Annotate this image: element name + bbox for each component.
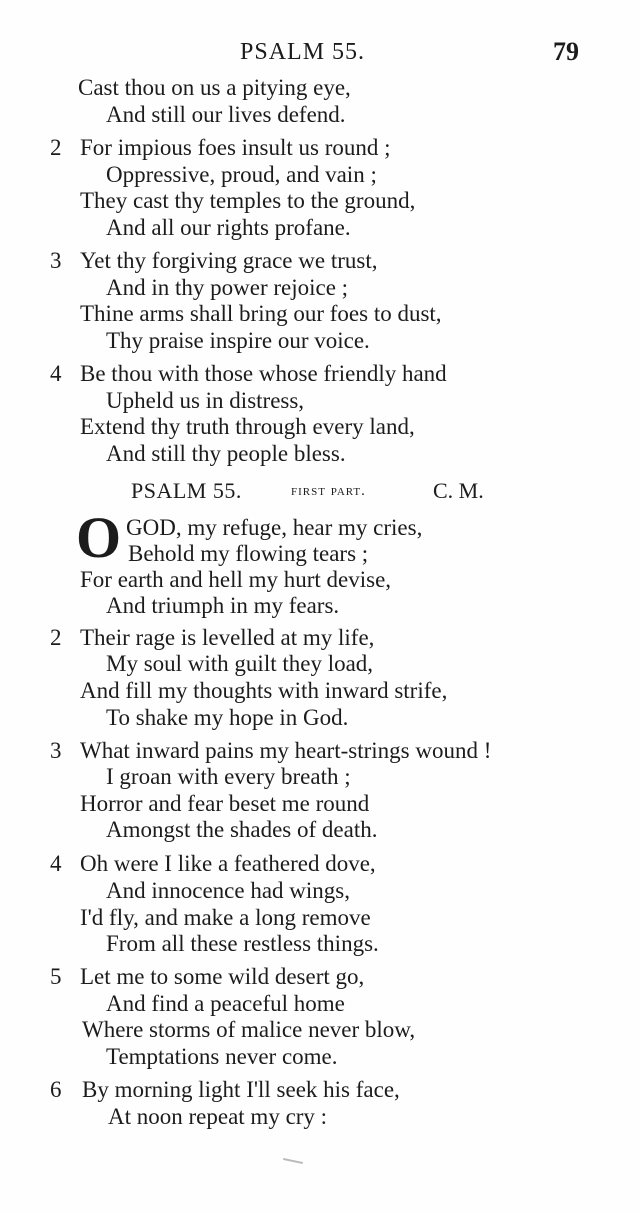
stanza-number: 4 <box>50 851 62 876</box>
verse-line: Yet thy forgiving grace we trust, <box>80 248 378 273</box>
verse-line: Thine arms shall bring our foes to dust, <box>80 301 442 326</box>
verse-line: What inward pains my heart-strings wound ! <box>80 738 492 763</box>
verse-line: And triumph in my fears. <box>106 593 340 618</box>
verse-line: Behold my flowing tears ; <box>128 541 369 566</box>
verse-line: They cast thy temples to the ground, <box>80 188 416 213</box>
stanza-number: 4 <box>50 361 62 386</box>
verse-line: GOD, my refuge, hear my cries, <box>126 515 423 540</box>
verse-line: My soul with guilt they load, <box>106 651 374 676</box>
verse-line: Thy praise inspire our voice. <box>106 328 370 353</box>
stanza-number: 3 <box>50 738 62 763</box>
verse-line: And fill my thoughts with inward strife, <box>80 678 448 703</box>
verse-line: Horror and fear beset me round <box>80 791 370 816</box>
section-psalm-title: PSALM 55. <box>131 478 242 503</box>
verse-line: Their rage is levelled at my life, <box>80 625 375 650</box>
printer-mark <box>283 1158 303 1164</box>
running-head-title: PSALM 55. <box>240 39 366 65</box>
verse-line: And still thy people bless. <box>106 441 346 466</box>
verse-line: From all these restless things. <box>106 931 379 956</box>
verse-line: For impious foes insult us round ; <box>80 135 391 160</box>
verse-line: And all our rights profane. <box>106 215 351 240</box>
page-number: 79 <box>553 37 579 66</box>
stanza-number: 6 <box>50 1077 62 1102</box>
psalm-section-heading <box>0 476 640 506</box>
verse-line: Let me to some wild desert go, <box>80 964 365 989</box>
drop-cap: O <box>76 505 122 570</box>
verse-line: Temptations never come. <box>106 1044 338 1069</box>
verse-line: Oppressive, proud, and vain ; <box>106 162 377 187</box>
verse-line: Cast thou on us a pitying eye, <box>78 75 351 100</box>
verse-line: I groan with every breath ; <box>106 764 351 789</box>
verse-line: Where storms of malice never blow, <box>82 1017 416 1042</box>
running-head <box>0 36 640 68</box>
verse-line: And find a peaceful home <box>106 991 345 1016</box>
verse-line: Extend thy truth through every land, <box>80 414 415 439</box>
verse-line: Upheld us in distress, <box>106 388 305 413</box>
verse-line: And innocence had wings, <box>106 878 350 903</box>
verse-line: And still our lives defend. <box>106 102 346 127</box>
verse-line: And in thy power rejoice ; <box>106 275 349 300</box>
stanza-number: 5 <box>50 964 62 989</box>
verse-line: Amongst the shades of death. <box>106 817 378 842</box>
verse-line: I'd fly, and make a long remove <box>80 905 371 930</box>
stanza-number: 2 <box>50 135 62 160</box>
verse-line: At noon repeat my cry : <box>108 1104 328 1129</box>
verse-line: Oh were I like a feathered dove, <box>80 851 376 876</box>
verse-line: Be thou with those whose friendly hand <box>80 361 447 386</box>
verse-line: For earth and hell my hurt devise, <box>80 567 392 592</box>
stanza-number: 3 <box>50 248 62 273</box>
section-part-label: first part. <box>291 483 366 499</box>
verse-line: To shake my hope in God. <box>106 705 349 730</box>
section-metre-label: C. M. <box>433 478 484 503</box>
verse-line: By morning light I'll seek his face, <box>82 1077 400 1102</box>
stanza-number: 2 <box>50 625 62 650</box>
